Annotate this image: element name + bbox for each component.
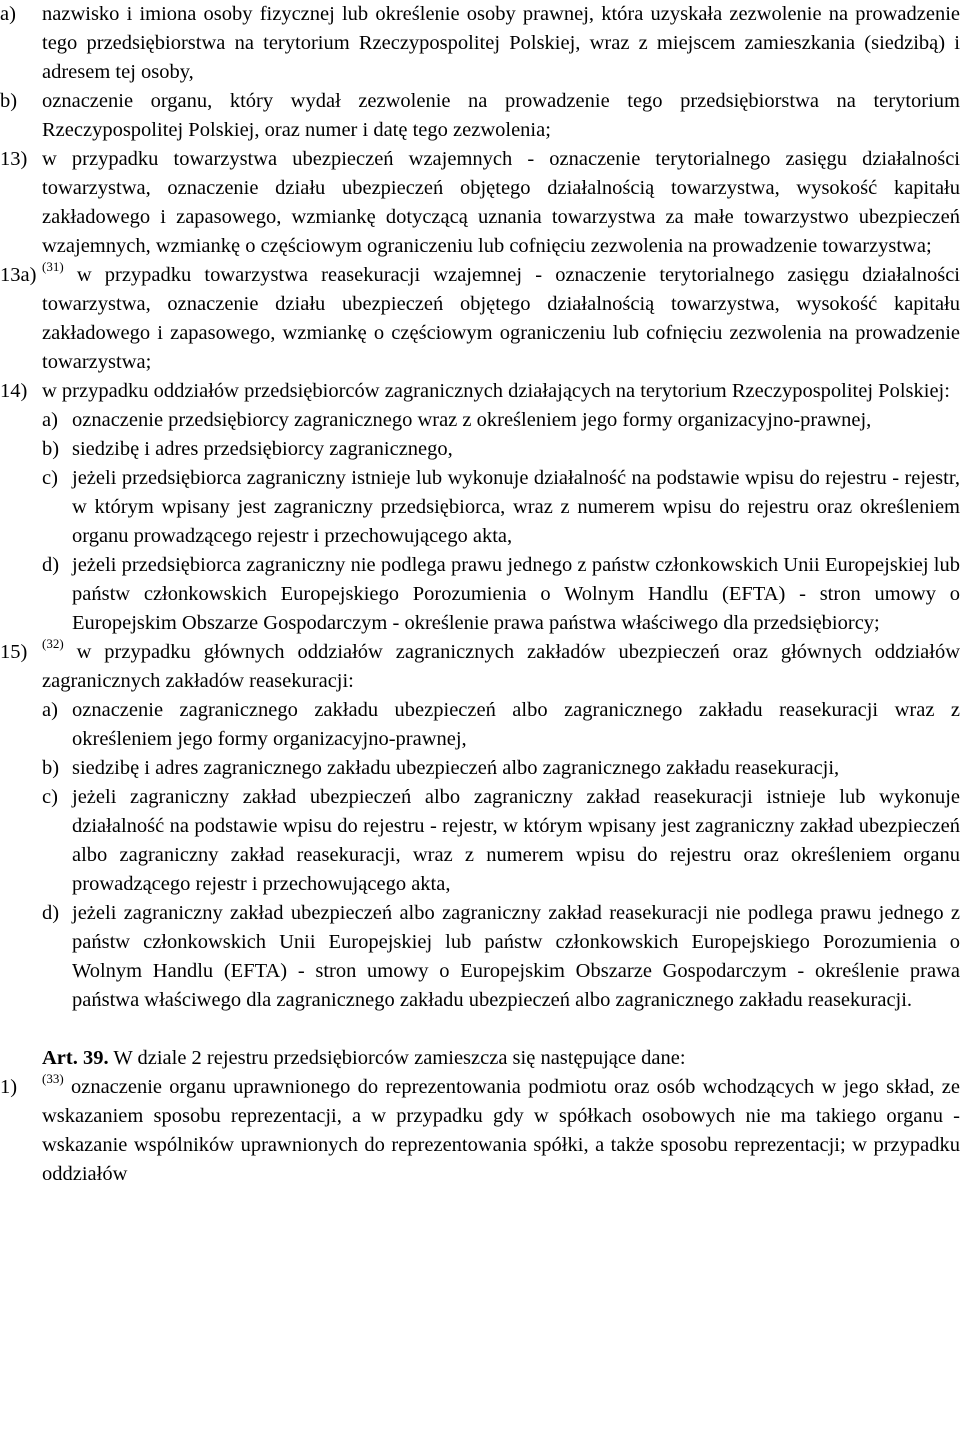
article-label: Art. 39.	[42, 1047, 109, 1069]
item-number: 14)	[0, 380, 28, 402]
list-item-13	[0, 145, 960, 261]
item-text: w przypadku oddziałów przedsiębiorców zagranicznych działających na terytorium Rzeczypospolitej Polskiej:	[42, 380, 950, 402]
list-item-b	[0, 87, 960, 145]
article-heading	[42, 1044, 960, 1073]
list-item-a	[0, 0, 960, 87]
sub-item-text: jeżeli zagraniczny zakład ubezpieczeń albo zagraniczny zakład reasekuracji nie podlega prawu jednego z państw członkowskich Unii Europejskiej lub państw członkowskich Europejskiego Porozumienia o Wolnym Handlu (EFTA) - stron umowy o Europejskim Obszarze Gospodarczym - określenie prawa państwa właściwego dla zagranicznego zakładu ubezpieczeń albo zagranicznego zakładu reasekuracji.	[72, 902, 960, 1011]
sub-item-number: a)	[42, 409, 58, 431]
sub-item-text: oznaczenie przedsiębiorcy zagranicznego wraz z określeniem jego formy organizacyjno-prawnej,	[72, 409, 872, 431]
item-text	[42, 261, 960, 377]
spacer	[0, 1015, 960, 1044]
sub-item-15d	[0, 899, 960, 1015]
item-number: 15)	[0, 641, 28, 663]
footnote-ref: (32)	[42, 636, 64, 652]
item-text: w przypadku towarzystwa ubezpieczeń wzajemnych - oznaczenie terytorialnego zasięgu działalności towarzystwa, oznaczenie działu ubezpieczeń objętego działalnością towarzystwa, wysokość kapitału zakładowego i zapasowego, wzmiankę dotyczącą uznania towarzystwa za małe towarzystwo ubezpieczeń wzajemnych, wzmiankę o częściowym ograniczeniu lub cofnięciu zezwolenia na prowadzenie towarzystwa;	[42, 148, 960, 257]
item-number: a)	[0, 3, 16, 25]
sub-item-14d	[0, 551, 960, 638]
sub-item-number: d)	[42, 902, 60, 924]
list-item-14	[0, 377, 960, 406]
sub-item-15b	[0, 754, 960, 783]
article-intro: W dziale 2 rejestru przedsiębiorców zamieszcza się następujące dane:	[113, 1047, 686, 1069]
list-item-13a	[0, 261, 960, 377]
item-body: oznaczenie organu uprawnionego do reprezentowania podmiotu oraz osób wchodzących w jego skład, ze wskazaniem sposobu reprezentacji, a w przypadku gdy w spółkach osobowych nie ma takiego organu - wskazanie wspólników uprawnionych do reprezentowania spółki, a także sposobu reprezentacji; w przypadku oddziałów	[42, 1076, 960, 1185]
sub-item-15a	[0, 696, 960, 754]
sub-item-text: siedzibę i adres przedsiębiorcy zagranicznego,	[72, 438, 453, 460]
item-number: 1)	[0, 1076, 18, 1098]
item-body: w przypadku głównych oddziałów zagranicznych zakładów ubezpieczeń oraz głównych oddziałów zagranicznych zakładów reasekuracji:	[42, 641, 960, 692]
sub-item-number: c)	[42, 786, 58, 808]
sub-item-14b	[0, 435, 960, 464]
sub-item-text: jeżeli zagraniczny zakład ubezpieczeń albo zagraniczny zakład reasekuracji istnieje lub wykonuje działalność na podstawie wpisu do rejestru - rejestr, w którym wpisany jest zagraniczny zakład ubezpieczeń albo zagraniczny zakład reasekuracji, wraz z numerem wpisu do rejestru oraz określeniem organu prowadzącego rejestr i przechowującego akta,	[72, 786, 960, 895]
sub-item-number: b)	[42, 757, 60, 779]
item-number	[0, 261, 36, 290]
item-text	[42, 1073, 960, 1189]
sub-item-text: siedzibę i adres zagranicznego zakładu ubezpieczeń albo zagranicznego zakładu reasekuracji,	[72, 757, 840, 779]
item-number: b)	[0, 90, 18, 112]
sub-item-number: d)	[42, 554, 60, 576]
sub-item-text: oznaczenie zagranicznego zakładu ubezpieczeń albo zagranicznego zakładu reasekuracji wraz z określeniem jego formy organizacyjno-prawnej,	[72, 699, 960, 750]
item-text	[42, 638, 960, 696]
item-body: w przypadku towarzystwa reasekuracji wzajemnej - oznaczenie terytorialnego zasięgu działalności towarzystwa, oznaczenie działu ubezpieczeń objętego działalnością towarzystwa, wysokość kapitału zakładowego i zapasowego, wzmiankę o częściowym ograniczeniu lub cofnięciu zezwolenia na prowadzenie towarzystwa;	[42, 264, 960, 373]
sub-item-number: b)	[42, 438, 60, 460]
sub-item-14a	[0, 406, 960, 435]
sub-item-14c	[0, 464, 960, 551]
item-number-label: 13a)	[0, 264, 37, 286]
article-point-1	[0, 1073, 960, 1189]
sub-item-text: jeżeli przedsiębiorca zagraniczny nie podlega prawu jednego z państw członkowskich Unii Europejskiej lub państw członkowskich Europejskiego Porozumienia o Wolnym Handlu (EFTA) - stron umowy o Europejskim Obszarze Gospodarczym - określenie prawa państwa właściwego dla przedsiębiorcy;	[72, 554, 960, 634]
item-number: 13)	[0, 148, 28, 170]
sub-item-number: c)	[42, 467, 58, 489]
item-text: nazwisko i imiona osoby fizycznej lub określenie osoby prawnej, która uzyskała zezwolenie na prowadzenie tego przedsiębiorstwa na terytorium Rzeczypospolitej Polskiej, wraz z miejscem zamieszkania (siedzibą) i adresem tej osoby,	[42, 3, 960, 83]
footnote-ref: (33)	[42, 1071, 64, 1087]
list-item-15	[0, 638, 960, 696]
sub-item-15c	[0, 783, 960, 899]
sub-item-text: jeżeli przedsiębiorca zagraniczny istnieje lub wykonuje działalność na podstawie wpisu do rejestru - rejestr, w którym wpisany jest zagraniczny przedsiębiorca, wraz z numerem wpisu do rejestru oraz określeniem organu prowadzącego rejestr i przechowującego akta,	[72, 467, 960, 547]
item-text: oznaczenie organu, który wydał zezwolenie na prowadzenie tego przedsiębiorstwa na terytorium Rzeczypospolitej Polskiej, oraz numer i datę tego zezwolenia;	[42, 90, 960, 141]
sub-item-number: a)	[42, 699, 58, 721]
footnote-ref: (31)	[42, 259, 64, 275]
